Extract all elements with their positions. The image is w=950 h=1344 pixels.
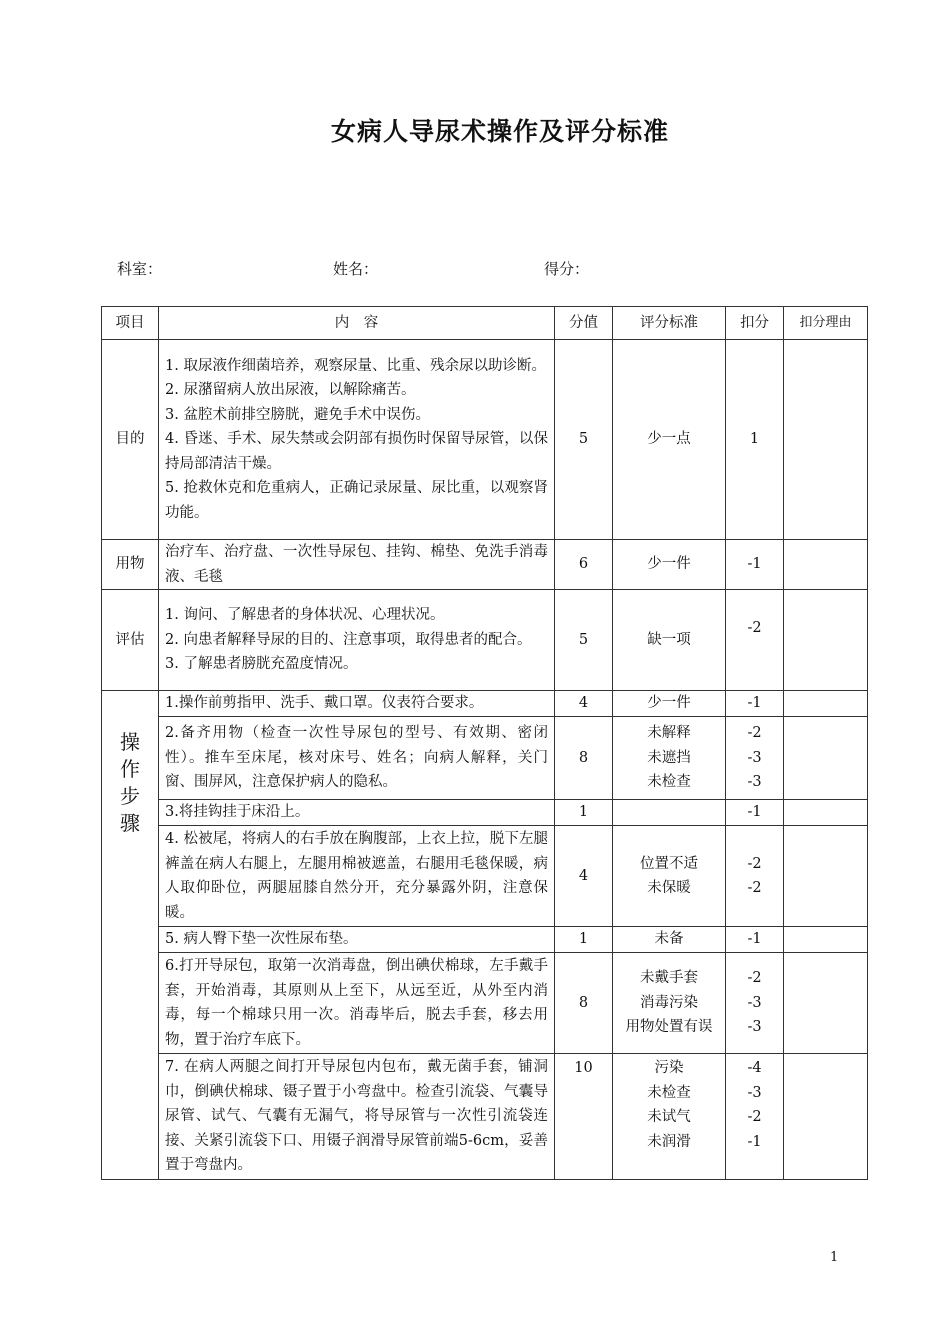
header-points: 分值 xyxy=(555,307,613,340)
table-row-step-2 xyxy=(102,717,868,800)
step-deducts xyxy=(726,717,784,800)
criteria-item: 未检查 xyxy=(647,1084,691,1101)
criteria-item: 污染 xyxy=(654,1060,684,1076)
steps-label-char: 骤 xyxy=(120,811,140,835)
step-reason xyxy=(784,826,868,927)
step-deducts xyxy=(726,800,784,826)
step-reason xyxy=(784,927,868,953)
step-criteria xyxy=(613,1054,726,1180)
deduct-item: -1 xyxy=(747,695,762,712)
criteria-item: 未润滑 xyxy=(647,1133,691,1150)
step-text: 6.打开导尿包，取第一次消毒盘，倒出碘伏棉球，左手戴手套，开始消毒，其原则从上至下，从远至近，从外至内消毒，每一个棉球只用一次。消毒毕后，脱去手套，移去用物，置于治疗车底下。 xyxy=(159,953,555,1054)
table-row-purpose xyxy=(102,340,868,540)
criteria-item: 位置不适 xyxy=(640,855,698,872)
step-points: 8 xyxy=(555,953,613,1054)
page-title: 女病人导尿术操作及评分标准 xyxy=(330,117,669,146)
steps-label-char: 操 xyxy=(120,730,140,754)
step-reason xyxy=(784,691,868,717)
header-reason: 扣分理由 xyxy=(784,307,868,340)
step-criteria xyxy=(613,717,726,800)
supplies-criteria: 少一件 xyxy=(613,540,726,590)
scoring-table xyxy=(101,306,868,1180)
step-text: 5. 病人臀下垫一次性尿布垫。 xyxy=(159,927,555,953)
purpose-reason xyxy=(784,340,868,540)
deduct-item: -4 xyxy=(747,1060,762,1076)
table-row-step-6 xyxy=(102,953,868,1054)
deduct-item: -2 xyxy=(747,880,762,896)
step-text: 1.操作前剪指甲、洗手、戴口罩。仪表符合要求。 xyxy=(159,691,555,717)
name-label: 姓名： xyxy=(333,260,379,278)
supplies-label: 用物 xyxy=(102,540,159,590)
supplies-reason xyxy=(784,540,868,590)
purpose-line: 5. 抢救休克和危重病人，正确记录尿量、尿比重，以观察肾功能。 xyxy=(165,480,548,521)
purpose-line: 2. 尿潴留病人放出尿液，以解除痛苦。 xyxy=(165,382,416,399)
page-number: 1 xyxy=(830,1250,839,1265)
steps-label-char: 步 xyxy=(120,784,140,808)
assessment-content xyxy=(159,590,555,691)
assessment-line: 2. 向患者解释导尿的目的、注意事项，取得患者的配合。 xyxy=(165,631,532,648)
deduct-item: -2 xyxy=(747,970,762,987)
header-deduct: 扣分 xyxy=(726,307,784,340)
step-points: 1 xyxy=(555,800,613,826)
criteria-item: 未遮挡 xyxy=(647,749,691,766)
deduct-item: -1 xyxy=(747,931,762,948)
step-criteria xyxy=(613,800,726,826)
deduct-item: -3 xyxy=(747,774,762,791)
assessment-deduct: -2 xyxy=(726,590,784,691)
table-row-assessment xyxy=(102,590,868,691)
table-row-step-3 xyxy=(102,800,868,826)
criteria-item: 未试气 xyxy=(647,1109,691,1125)
step-reason xyxy=(784,953,868,1054)
deduct-item: -3 xyxy=(747,994,762,1011)
step-criteria xyxy=(613,927,726,953)
step-points: 1 xyxy=(555,927,613,953)
assessment-line: 1. 询问、了解患者的身体状况、心理状况。 xyxy=(165,607,445,624)
step-reason xyxy=(784,800,868,826)
deduct-item: -3 xyxy=(747,1084,762,1101)
step-criteria xyxy=(613,691,726,717)
step-deducts xyxy=(726,1054,784,1180)
step-text: 7. 在病人两腿之间打开导尿包内包布，戴无菌手套，铺洞巾，倒碘伏棉球、镊子置于小弯盘中。检查引流袋、气囊导尿管、试气、气囊有无漏气，将导尿管与一次性引流袋连接、关紧引流袋下口、用镊子润滑导尿管前端5-6cm，妥善置于弯盘内。 xyxy=(159,1054,555,1180)
criteria-item: 未检查 xyxy=(647,774,691,791)
table-row-supplies xyxy=(102,540,868,590)
header-content: 内 容 xyxy=(159,307,555,340)
assessment-criteria: 缺一项 xyxy=(613,590,726,691)
header-item: 项目 xyxy=(102,307,159,340)
assessment-reason xyxy=(784,590,868,691)
step-deducts xyxy=(726,691,784,717)
purpose-content xyxy=(159,340,555,540)
step-points: 4 xyxy=(555,691,613,717)
step-points: 8 xyxy=(555,717,613,800)
supplies-deduct: -1 xyxy=(726,540,784,590)
purpose-criteria: 少一点 xyxy=(613,340,726,540)
deduct-item: -2 xyxy=(747,725,762,742)
purpose-line: 1. 取尿液作细菌培养，观察尿量、比重、残余尿以助诊断。 xyxy=(165,357,546,374)
step-text: 4. 松被尾，将病人的右手放在胸腹部，上衣上拉，脱下左腿裤盖在病人右腿上，左腿用棉被遮盖，右腿用毛毯保暖，病人取仰卧位，两腿屈膝自然分开，充分暴露外阴，注意保暖。 xyxy=(159,826,555,927)
score-label: 得分： xyxy=(544,260,590,278)
purpose-line: 3. 盆腔术前排空膀胱，避免手术中误伤。 xyxy=(165,406,430,423)
criteria-item: 未备 xyxy=(654,931,684,948)
step-points: 10 xyxy=(555,1054,613,1180)
table-row-step-1 xyxy=(102,691,868,717)
assessment-label: 评估 xyxy=(102,590,159,691)
step-deducts xyxy=(726,953,784,1054)
steps-label-char: 作 xyxy=(120,757,140,781)
purpose-deduct: 1 xyxy=(726,340,784,540)
criteria-item: 少一件 xyxy=(647,695,691,712)
criteria-item: 未保暖 xyxy=(647,880,691,896)
step-text: 2.备齐用物（检查一次性导尿包的型号、有效期、密闭性）。推车至床尾，核对床号、姓名；向病人解释，关门窗、围屏风，注意保护病人的隐私。 xyxy=(159,717,555,800)
deduct-item: -3 xyxy=(747,1019,762,1036)
department-label: 科室： xyxy=(117,260,163,278)
step-points: 4 xyxy=(555,826,613,927)
deduct-item: -2 xyxy=(747,855,762,872)
supplies-points: 6 xyxy=(555,540,613,590)
criteria-item: 用物处置有误 xyxy=(625,1019,713,1036)
step-deducts xyxy=(726,927,784,953)
steps-label xyxy=(102,691,159,1180)
step-criteria xyxy=(613,826,726,927)
criteria-item: 消毒污染 xyxy=(640,994,698,1011)
deduct-item: -1 xyxy=(747,1133,762,1150)
deduct-item: -2 xyxy=(747,1109,762,1125)
assessment-points: 5 xyxy=(555,590,613,691)
table-row-step-5 xyxy=(102,927,868,953)
deduct-item: -3 xyxy=(747,749,762,766)
criteria-item: 未解释 xyxy=(647,725,691,742)
supplies-content: 治疗车、治疗盘、一次性导尿包、挂钩、棉垫、免洗手消毒液、毛毯 xyxy=(159,540,555,590)
header-criteria: 评分标准 xyxy=(613,307,726,340)
table-row-step-7 xyxy=(102,1054,868,1180)
step-text: 3.将挂钩挂于床沿上。 xyxy=(159,800,555,826)
step-reason xyxy=(784,717,868,800)
purpose-points: 5 xyxy=(555,340,613,540)
purpose-label: 目的 xyxy=(102,340,159,540)
step-deducts xyxy=(726,826,784,927)
table-row-step-4 xyxy=(102,826,868,927)
step-reason xyxy=(784,1054,868,1180)
purpose-line: 4. 昏迷、手术、尿失禁或会阴部有损伤时保留导尿管，以保持局部清洁干燥。 xyxy=(165,431,548,472)
criteria-item: 未戴手套 xyxy=(640,970,698,987)
deduct-item: -1 xyxy=(747,804,762,821)
assessment-line: 3. 了解患者膀胱充盈度情况。 xyxy=(165,656,358,673)
table-header-row xyxy=(102,307,868,340)
step-criteria xyxy=(613,953,726,1054)
